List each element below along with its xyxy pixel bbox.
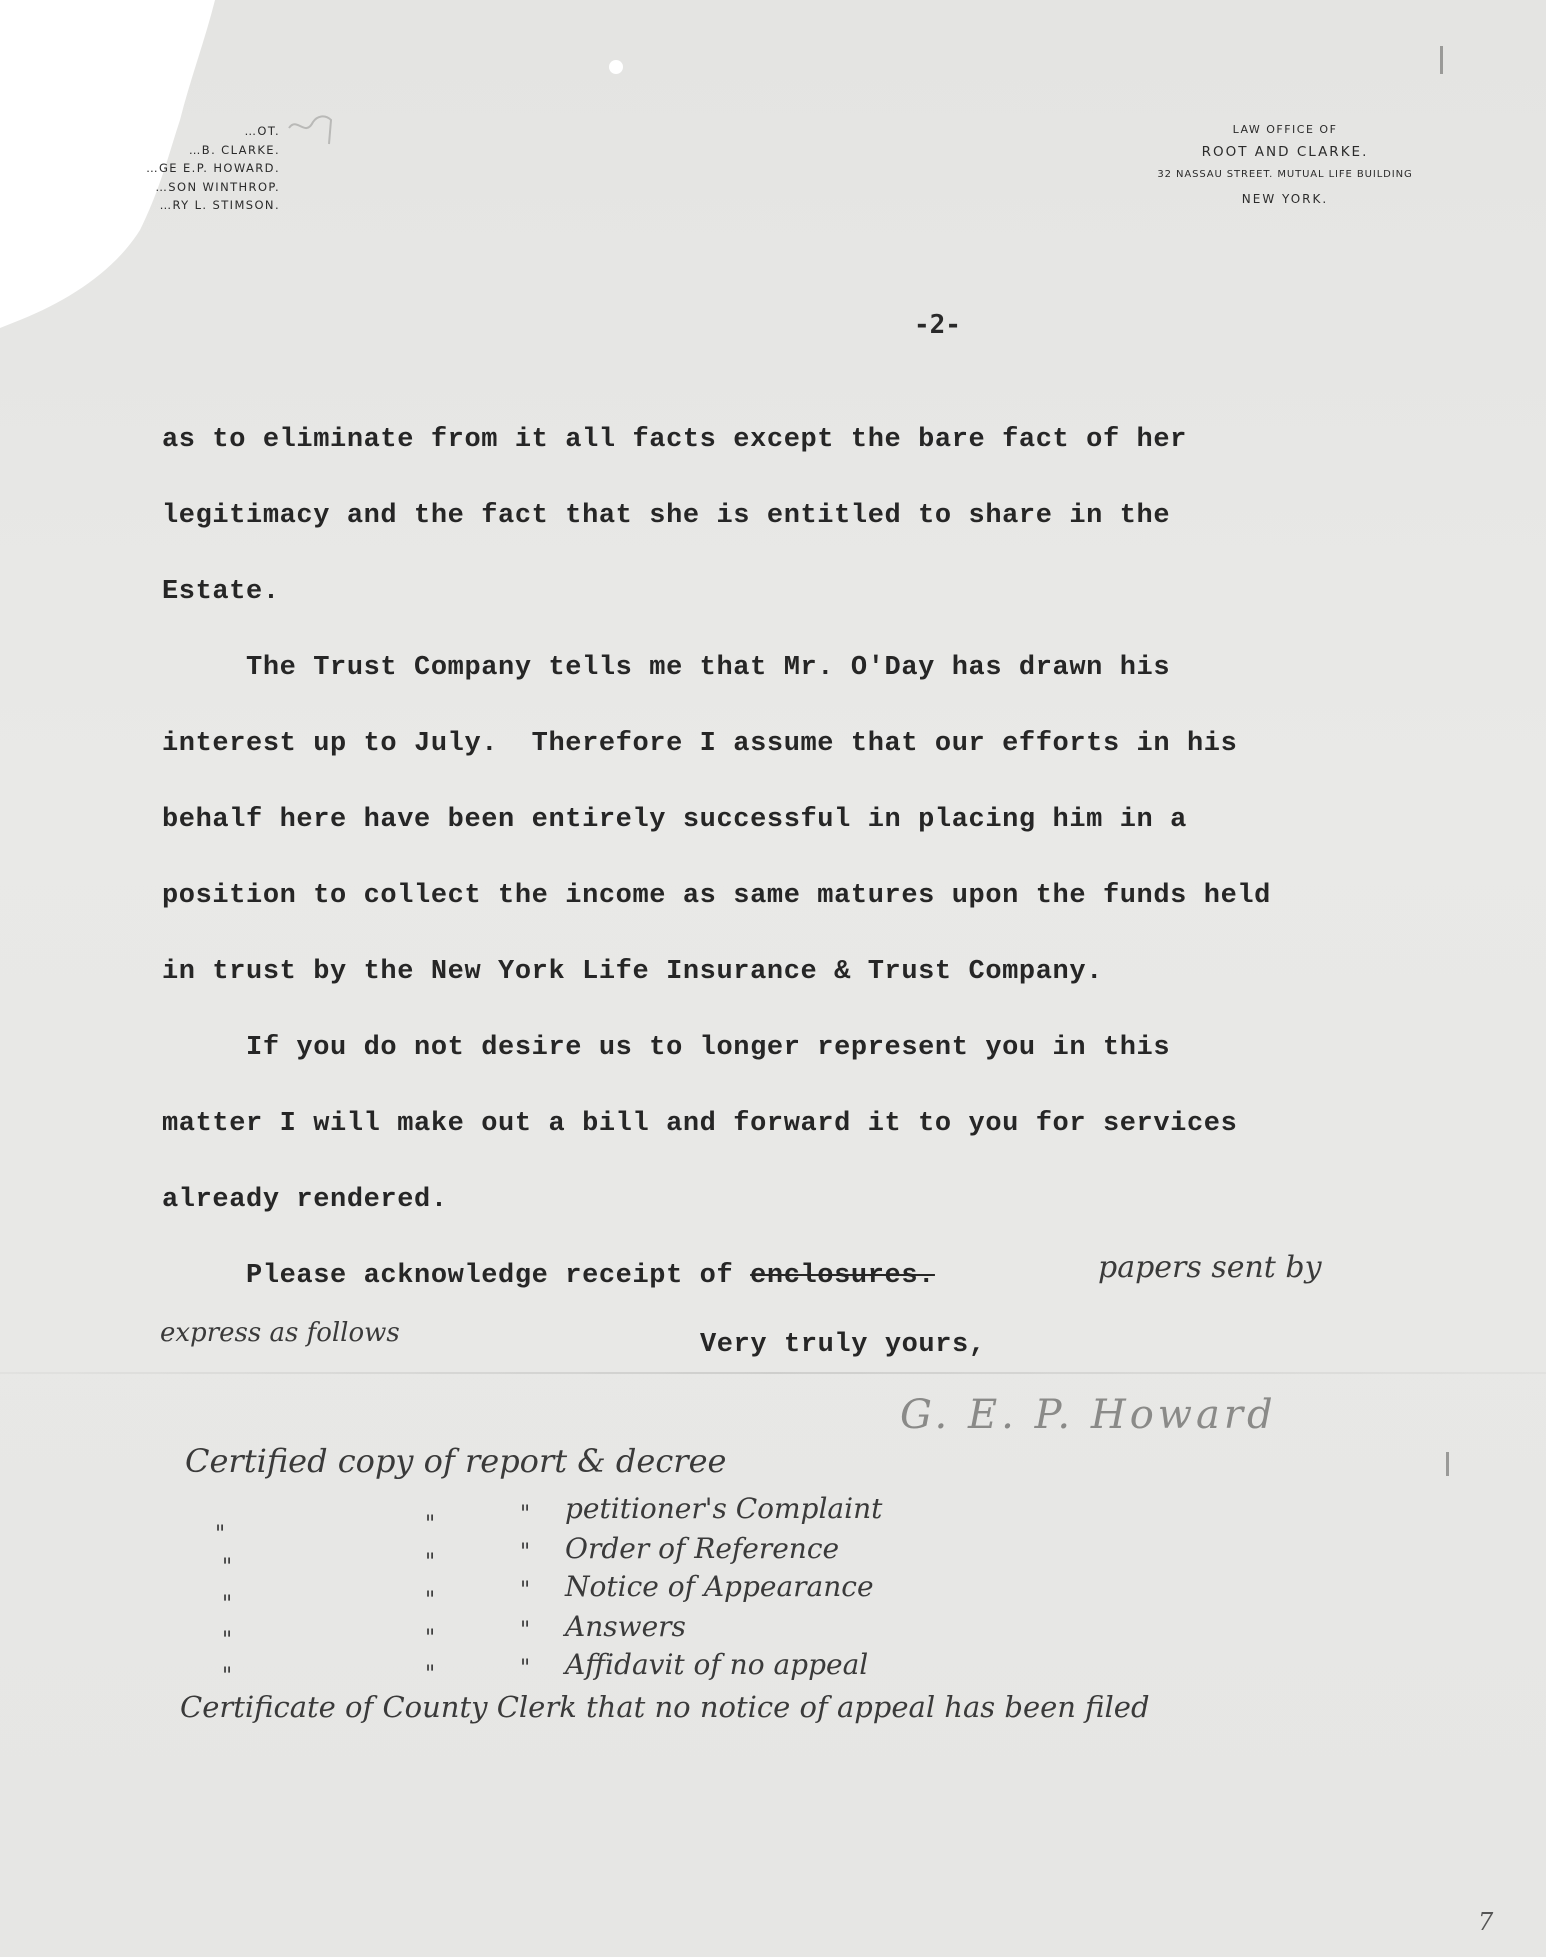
edge-mark xyxy=(1440,46,1443,74)
firm-city: NEW YORK. xyxy=(1241,192,1329,206)
partner-name: …B. CLARKE. xyxy=(188,142,280,157)
body-line: The Trust Company tells me that Mr. O'Day has drawn his xyxy=(162,653,1171,683)
partner-name: …SON WINTHROP. xyxy=(155,179,280,194)
page-number: -2- xyxy=(914,310,961,340)
ditto-mark: " xyxy=(425,1512,436,1537)
ditto-mark: " xyxy=(520,1502,531,1527)
partner-name: …RY L. STIMSON. xyxy=(159,198,280,212)
ditto-mark: " xyxy=(425,1662,436,1687)
body-line: Estate. xyxy=(162,577,280,607)
ditto-mark: " xyxy=(222,1664,233,1689)
handwritten-insert: papers sent by xyxy=(1098,1250,1322,1285)
office-label: LAW OFFICE OF xyxy=(1232,123,1338,136)
enclosure-item: petitioner's Complaint xyxy=(565,1492,883,1525)
body-line: position to collect the income as same matures upon the funds held xyxy=(162,881,1271,911)
edge-mark xyxy=(1446,1452,1449,1476)
body-line: as to eliminate from it all facts except the bare fact of her xyxy=(162,425,1187,455)
pencil-annotation xyxy=(285,108,345,154)
body-line: matter I will make out a bill and forward it to you for services xyxy=(162,1109,1238,1139)
ditto-mark: " xyxy=(215,1522,226,1547)
margin-mark: 7 xyxy=(1478,1908,1494,1936)
body-line: behalf here have been entirely successful in placing him in a xyxy=(162,805,1187,835)
struck-word: enclosures. xyxy=(750,1261,935,1291)
letter-body xyxy=(162,417,1482,1329)
enclosure-item: Notice of Appearance xyxy=(565,1570,874,1603)
partner-name: …OT. xyxy=(244,124,280,138)
body-line: legitimacy and the fact that she is entitled to share in the xyxy=(162,501,1171,531)
letterhead-firm xyxy=(1110,120,1460,212)
ditto-mark: " xyxy=(520,1618,531,1643)
body-line: If you do not desire us to longer represent you in this xyxy=(162,1033,1171,1063)
ditto-mark: " xyxy=(222,1592,233,1617)
enclosure-item: Affidavit of no appeal xyxy=(565,1648,869,1681)
enclosure-item-final: Certificate of County Clerk that no notice of appeal has been filed xyxy=(180,1690,1150,1724)
firm-name: ROOT AND CLARKE. xyxy=(1201,144,1369,160)
ditto-mark: " xyxy=(222,1555,233,1580)
partner-name: …GE E.P. HOWARD. xyxy=(146,161,280,175)
signature: G. E. P. Howard xyxy=(900,1392,1277,1438)
enclosure-item: Answers xyxy=(565,1610,686,1643)
enclosure-item: Certified copy of report & decree xyxy=(185,1442,727,1480)
body-line: already rendered. xyxy=(162,1185,448,1215)
handwritten-insert: express as follows xyxy=(160,1318,400,1348)
ditto-mark: " xyxy=(425,1588,436,1613)
firm-address: 32 NASSAU STREET. MUTUAL LIFE BUILDING xyxy=(1157,169,1413,180)
ack-text: Please acknowledge receipt of xyxy=(162,1261,751,1291)
ditto-mark: " xyxy=(425,1626,436,1651)
body-line: interest up to July. Therefore I assume that our efforts in his xyxy=(162,729,1238,759)
fold-crease xyxy=(0,1372,1546,1374)
enclosure-item: Order of Reference xyxy=(565,1532,840,1565)
ditto-mark: " xyxy=(520,1656,531,1681)
ditto-mark: " xyxy=(520,1540,531,1565)
body-line: in trust by the New York Life Insurance & Trust Company. xyxy=(162,957,1103,987)
ditto-mark: " xyxy=(222,1628,233,1653)
ditto-mark: " xyxy=(425,1550,436,1575)
closing: Very truly yours, xyxy=(700,1330,986,1360)
punch-hole xyxy=(609,60,623,74)
ditto-mark: " xyxy=(520,1578,531,1603)
letterhead-partners xyxy=(90,122,290,215)
